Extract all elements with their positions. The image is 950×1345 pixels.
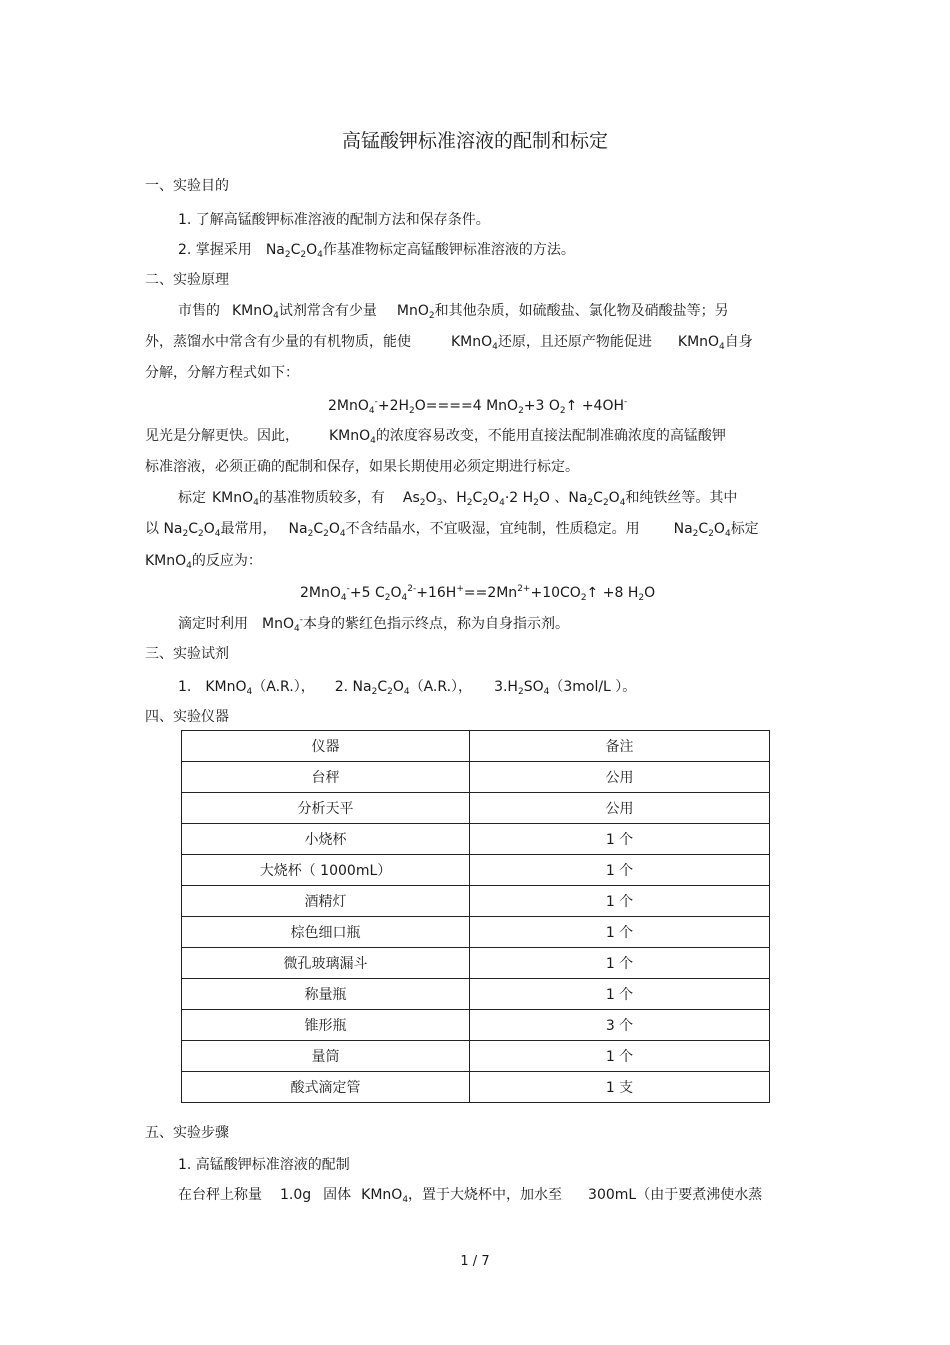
table-cell: 1 个 [470,979,770,1010]
table-header-cell: 仪器 [182,731,470,762]
reagent-list: 1. KMnO$_4$（A.R.）， 2. $Na_2C_2O_4(A.R.)$， $3.H_2SO_4(3mol/L$ ）。 [178,679,637,697]
s2-para3-line3: KMnO$_4$的反应为： [145,553,262,571]
table-row [182,793,770,824]
table-cell: 微孔玻璃漏斗 [182,948,470,979]
table-cell: 酸式滴定管 [182,1072,470,1103]
table-cell: 酒精灯 [182,886,470,917]
table-cell: 分析天平 [182,793,470,824]
s2-para1-line1: 市售的 KMnO$_4$试剂常含有少量 MnO$_2$和其他杂质，如硫酸盐、氯化物及硝酸盐等；另 [178,303,729,321]
table-cell: 1 个 [470,855,770,886]
table-row [182,917,770,948]
table-row [182,1041,770,1072]
s2-para3-line2: 以 $Na_2C_2O_4$最常用， $Na_2C_2O_4$不含结晶水，不宜吸湿，宜纯制，性质稳定。用 $Na_2C_2O_4$标定 [145,521,759,539]
table-cell: 1 个 [470,824,770,855]
table-cell: 锥形瓶 [182,1010,470,1041]
page-number: 1 / 7 [460,1254,490,1269]
table-row [182,855,770,886]
section-2-heading: 二、实验原理 [145,272,229,288]
section-4-heading: 四、实验仪器 [145,709,229,725]
table-cell: 称量瓶 [182,979,470,1010]
s2-para4: 滴定时利用 MnO$_4$-本身的紫红色指示终点，称为自身指示剂。 [178,615,569,634]
table-cell: 1 个 [470,1041,770,1072]
instrument-table [181,730,770,1103]
table-cell: 1 个 [470,948,770,979]
table-cell: 1 支 [470,1072,770,1103]
s1-item-1: 1. 了解高锰酸钾标准溶液的配制方法和保存条件。 [178,212,490,228]
s2-para3-line1: 标定 KMnO$_4$的基准物质较多，有 $As_2O_3$、$H_2C_2O_4\cdot 2$ $H_2O$ 、$Na_2C_2O_4$和纯铁丝等。其中 [178,490,738,508]
table-cell: 大烧杯（ 1000mL） [182,855,470,886]
s1-item-2: 2. 掌握采用 $Na_2C_2O_4$作基准物标定高锰酸钾标准溶液的方法。 [178,242,575,260]
page-title: 高锰酸钾标准溶液的配制和标定 [341,130,608,152]
equation-2: 2MnO$_4$-+5 $C_2O_4^{2-}+16H^+==2Mn^{2+}+10CO_2↑ +8$ $H_2O$ [300,584,656,603]
section-3-heading: 三、实验试剂 [145,646,229,662]
equation-1: $2MnO_4^-+2H_2O====4$ MnO$_2$+3 $O_2↑ +4OH^-$ [328,397,628,416]
table-header-cell: 备注 [470,731,770,762]
table-row [182,886,770,917]
table-row [182,948,770,979]
table-row [182,762,770,793]
table-cell: 1 个 [470,886,770,917]
s2-para1-line2: 外，蒸馏水中常含有少量的有机物质，能使 KMnO$_4$还原，且还原产物能促进 KMnO$_4$自身 [145,334,753,352]
table-row [182,979,770,1010]
table-row [182,1010,770,1041]
table-cell: 小烧杯 [182,824,470,855]
table-row [182,1072,770,1103]
s2-para2-line2: 标准溶液，必须正确的配制和保存，如果长期使用必须定期进行标定。 [145,459,579,475]
table-row [182,824,770,855]
table-cell: 1 个 [470,917,770,948]
table-cell: 台秤 [182,762,470,793]
section-5-heading: 五、实验步骤 [145,1125,229,1141]
section-1-heading: 一、实验目的 [145,178,229,194]
table-cell: 公用 [470,762,770,793]
table-cell: 公用 [470,793,770,824]
table-cell: 3 个 [470,1010,770,1041]
s5-item-1: 1. 高锰酸钾标准溶液的配制 [178,1157,350,1173]
table-cell: 棕色细口瓶 [182,917,470,948]
table-header-row [182,731,770,762]
s5-line-1: 在台秤上称量 1.0g 固体 KMnO$_4$，置于大烧杯中，加水至 300mL（由于要煮沸使水蒸 [178,1187,763,1205]
s2-para1-line3: 分解，分解方程式如下： [145,365,299,381]
table-cell: 量筒 [182,1041,470,1072]
s2-para2-line1: 见光是分解更快。因此， KMnO$_4$的浓度容易改变，不能用直接法配制准确浓度的高锰酸钾 [145,428,726,446]
